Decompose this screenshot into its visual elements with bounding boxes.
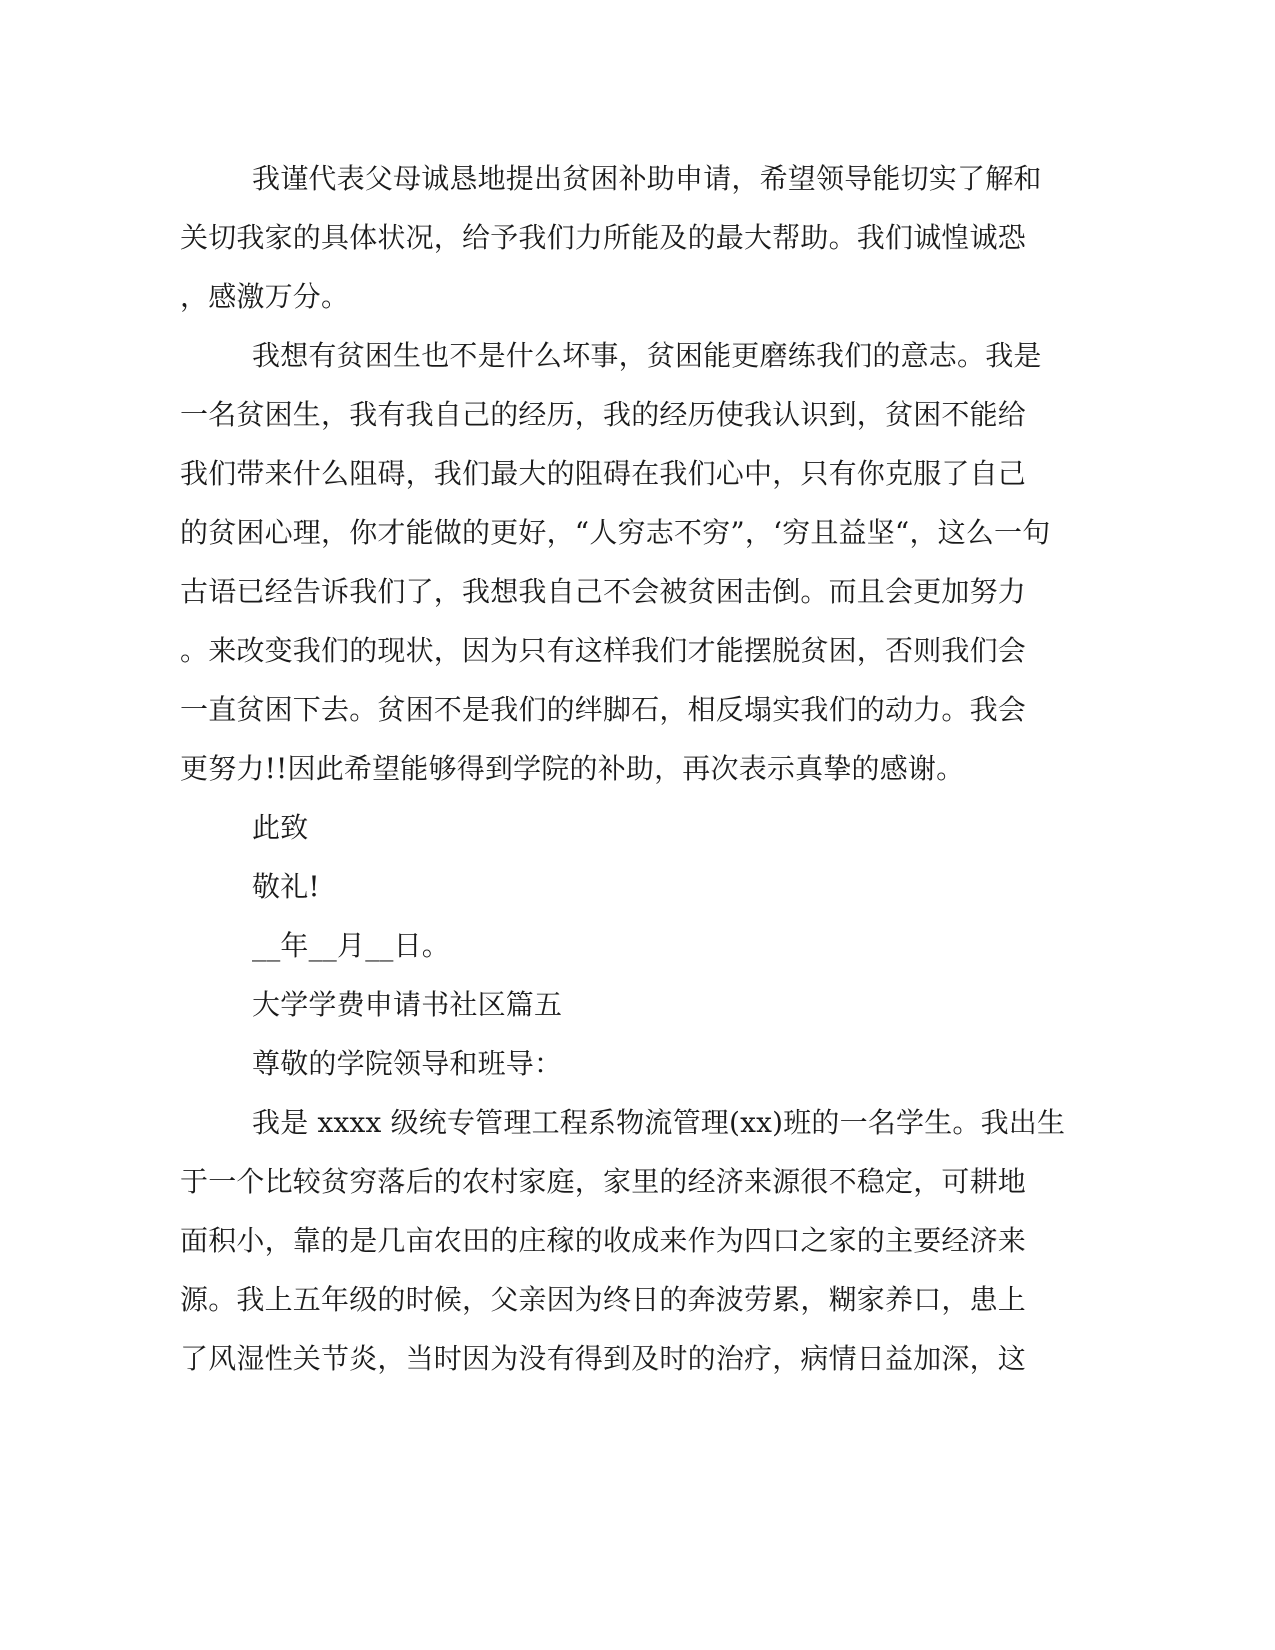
text-line	[0, 1280, 1275, 1320]
text-line	[0, 808, 1275, 848]
text-line	[0, 277, 1275, 317]
text-line	[0, 395, 1275, 435]
closing-respect: 敬礼!	[252, 870, 320, 903]
text-line	[0, 867, 1275, 907]
text-line	[0, 1221, 1275, 1261]
text-line	[0, 1339, 1275, 1379]
text-line	[0, 218, 1275, 258]
text-line	[0, 749, 1275, 789]
closing-salutation: 此致	[252, 811, 309, 844]
paragraph-2-line-3: 我们带来什么阻碍，我们最大的阻碍在我们心中，只有你克服了自己	[180, 457, 1027, 490]
text-line	[0, 1044, 1275, 1084]
text-line	[0, 985, 1275, 1025]
greeting: 尊敬的学院领导和班导：	[252, 1047, 563, 1080]
text-line	[0, 690, 1275, 730]
paragraph-3-line-5: 了风湿性关节炎，当时因为没有得到及时的治疗，病情日益加深，这	[180, 1342, 1027, 1375]
text-line	[0, 513, 1275, 553]
paragraph-1-line-1: 我谨代表父母诚恳地提出贫困补助申请，希望领导能切实了解和	[252, 162, 1042, 195]
paragraph-3-line-4: 源。我上五年级的时候，父亲因为终日的奔波劳累，糊家养口，患上	[180, 1283, 1027, 1316]
paragraph-3-line-3: 面积小，靠的是几亩农田的庄稼的收成来作为四口之家的主要经济来	[180, 1224, 1027, 1257]
paragraph-2-line-2: 一名贫困生，我有我自己的经历，我的经历使我认识到，贫困不能给	[180, 398, 1027, 431]
section-title: 大学学费申请书社区篇五	[252, 988, 563, 1021]
paragraph-2-line-1: 我想有贫困生也不是什么坏事，贫困能更磨练我们的意志。我是	[252, 339, 1042, 372]
text-line	[0, 1103, 1275, 1143]
text-line	[0, 336, 1275, 376]
text-line	[0, 159, 1275, 199]
paragraph-3-line-1: 我是 xxxx 级统专管理工程系物流管理(xx)班的一名学生。我出生	[252, 1106, 1066, 1139]
paragraph-2-line-6: 。来改变我们的现状，因为只有这样我们才能摆脱贫困，否则我们会	[180, 634, 1027, 667]
text-line	[0, 1162, 1275, 1202]
paragraph-2-line-4: 的贫困心理，你才能做的更好，“人穷志不穷”，‘穷且益坚“，这么一句	[180, 516, 1051, 549]
paragraph-1-line-3: ，感激万分。	[180, 280, 350, 313]
text-line	[0, 631, 1275, 671]
paragraph-2-line-7: 一直贫困下去。贫困不是我们的绊脚石，相反塌实我们的动力。我会	[180, 693, 1027, 726]
paragraph-3-line-2: 于一个比较贫穷落后的农村家庭，家里的经济来源很不稳定，可耕地	[180, 1165, 1027, 1198]
paragraph-2-line-5: 古语已经告诉我们了，我想我自己不会被贫困击倒。而且会更加努力	[180, 575, 1027, 608]
text-line	[0, 926, 1275, 966]
paragraph-2-line-8: 更努力!!因此希望能够得到学院的补助，再次表示真挚的感谢。	[180, 752, 965, 785]
date-line: __年__月__日。	[252, 929, 451, 962]
paragraph-1-line-2: 关切我家的具体状况，给予我们力所能及的最大帮助。我们诚惶诚恐	[180, 221, 1027, 254]
text-line	[0, 454, 1275, 494]
text-line	[0, 572, 1275, 612]
